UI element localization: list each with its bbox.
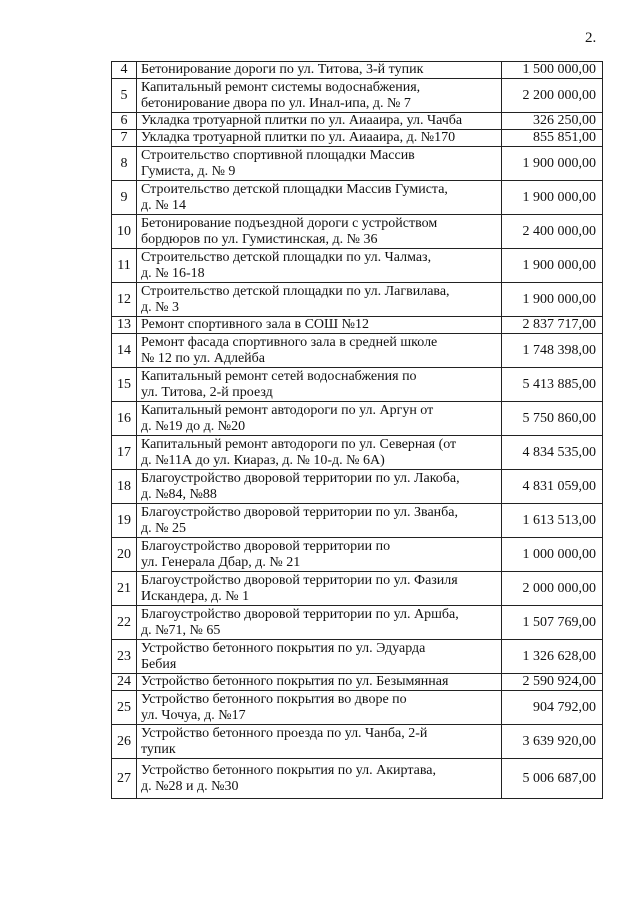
row-description — [137, 130, 502, 147]
row-description-text: Ремонт фасада спортивного зала в средней школе № 12 по ул. Адлейба — [141, 334, 438, 366]
row-amount: 3 639 920,00 — [502, 725, 603, 759]
row-number: 9 — [112, 181, 137, 215]
row-description — [137, 368, 502, 402]
row-description — [137, 215, 502, 249]
table-row — [112, 62, 603, 79]
row-amount: 2 837 717,00 — [502, 317, 603, 334]
row-description — [137, 334, 502, 368]
row-number: 8 — [112, 147, 137, 181]
row-description — [137, 470, 502, 504]
row-amount: 1 900 000,00 — [502, 249, 603, 283]
row-amount: 1 507 769,00 — [502, 606, 603, 640]
row-number: 25 — [112, 691, 137, 725]
table-row — [112, 725, 603, 759]
row-amount: 1 900 000,00 — [502, 181, 603, 215]
row-amount: 1 613 513,00 — [502, 504, 603, 538]
row-description — [137, 436, 502, 470]
row-amount: 2 200 000,00 — [502, 79, 603, 113]
row-description — [137, 759, 502, 799]
row-description-text: Бетонирование дороги по ул. Титова, 3-й тупик — [141, 62, 424, 77]
table-row — [112, 368, 603, 402]
row-description-text: Строительство спортивной площадки Массив Гумиста, д. № 9 — [141, 147, 415, 179]
row-amount: 1 900 000,00 — [502, 147, 603, 181]
row-number: 24 — [112, 674, 137, 691]
table-row — [112, 640, 603, 674]
row-amount: 1 326 628,00 — [502, 640, 603, 674]
table-row — [112, 759, 603, 799]
row-description — [137, 691, 502, 725]
row-number: 11 — [112, 249, 137, 283]
row-description — [137, 113, 502, 130]
row-description — [137, 147, 502, 181]
table-row — [112, 130, 603, 147]
row-description-text: Капитальный ремонт сетей водоснабжения по ул. Титова, 2-й проезд — [141, 368, 417, 400]
table-row — [112, 691, 603, 725]
row-amount: 1 500 000,00 — [502, 62, 603, 79]
row-amount: 2 400 000,00 — [502, 215, 603, 249]
row-description-text: Укладка тротуарной плитки по ул. Аиааира, ул. Чачба — [141, 113, 463, 128]
row-description-text: Капитальный ремонт автодороги по ул. Аргун от д. №19 до д. №20 — [141, 402, 434, 434]
row-number: 5 — [112, 79, 137, 113]
row-amount: 4 834 535,00 — [502, 436, 603, 470]
row-description-text: Благоустройство дворовой территории по ул. Лакоба, д. №84, №88 — [141, 470, 460, 502]
row-description — [137, 249, 502, 283]
row-number: 23 — [112, 640, 137, 674]
row-description-text: Бетонирование подъездной дороги с устройством бордюров по ул. Гумистинская, д. № 36 — [141, 215, 438, 247]
row-description-text: Устройство бетонного покрытия по ул. Безымянная — [141, 674, 449, 689]
row-number: 17 — [112, 436, 137, 470]
row-description — [137, 283, 502, 317]
table-row — [112, 283, 603, 317]
row-description-text: Благоустройство дворовой территории по ул. Аршба, д. №71, № 65 — [141, 606, 459, 638]
row-description-text: Устройство бетонного покрытия по ул. Эдуарда Бебия — [141, 640, 426, 672]
row-description — [137, 62, 502, 79]
row-description-text: Благоустройство дворовой территории по ул. Званба, д. № 25 — [141, 504, 458, 536]
row-amount: 904 792,00 — [502, 691, 603, 725]
table-row — [112, 334, 603, 368]
row-number: 21 — [112, 572, 137, 606]
row-amount: 1 900 000,00 — [502, 283, 603, 317]
row-description-text: Капитальный ремонт автодороги по ул. Северная (от д. №11А до ул. Киараз, д. № 10-д. № 6А) — [141, 436, 457, 468]
row-number: 22 — [112, 606, 137, 640]
row-description — [137, 606, 502, 640]
row-amount: 1 000 000,00 — [502, 538, 603, 572]
table-row — [112, 402, 603, 436]
table-row — [112, 317, 603, 334]
table-row — [112, 504, 603, 538]
row-description-text: Благоустройство дворовой территории по ул. Фазиля Искандера, д. № 1 — [141, 572, 458, 604]
table-row — [112, 249, 603, 283]
row-number: 27 — [112, 759, 137, 799]
row-number: 19 — [112, 504, 137, 538]
table-row — [112, 674, 603, 691]
row-amount: 4 831 059,00 — [502, 470, 603, 504]
row-number: 15 — [112, 368, 137, 402]
row-number: 12 — [112, 283, 137, 317]
row-amount: 1 748 398,00 — [502, 334, 603, 368]
row-number: 13 — [112, 317, 137, 334]
row-description — [137, 79, 502, 113]
table-row — [112, 147, 603, 181]
row-description — [137, 538, 502, 572]
row-description — [137, 317, 502, 334]
row-number: 14 — [112, 334, 137, 368]
row-description-text: Ремонт спортивного зала в СОШ №12 — [141, 317, 370, 332]
row-number: 7 — [112, 130, 137, 147]
row-amount: 5 750 860,00 — [502, 402, 603, 436]
table-row — [112, 606, 603, 640]
row-number: 16 — [112, 402, 137, 436]
table-row — [112, 181, 603, 215]
row-description — [137, 402, 502, 436]
row-number: 18 — [112, 470, 137, 504]
table-row — [112, 538, 603, 572]
table-row — [112, 215, 603, 249]
row-amount: 5 006 687,00 — [502, 759, 603, 799]
row-description-text: Строительство детской площадки Массив Гумиста, д. № 14 — [141, 181, 448, 213]
row-description-text: Благоустройство дворовой территории по ул. Генерала Дбар, д. № 21 — [141, 538, 391, 570]
row-description-text: Укладка тротуарной плитки по ул. Аиааира, д. №170 — [141, 130, 456, 145]
row-number: 26 — [112, 725, 137, 759]
row-description-text: Устройство бетонного покрытия во дворе по ул. Чочуа, д. №17 — [141, 691, 407, 723]
row-description-text: Устройство бетонного проезда по ул. Чанба, 2-й тупик — [141, 725, 428, 757]
row-amount: 2 590 924,00 — [502, 674, 603, 691]
row-description — [137, 674, 502, 691]
row-amount: 855 851,00 — [502, 130, 603, 147]
row-description — [137, 640, 502, 674]
works-table-body — [112, 62, 603, 799]
row-amount: 2 000 000,00 — [502, 572, 603, 606]
page-number: 2. — [585, 30, 597, 46]
row-description — [137, 725, 502, 759]
row-amount: 5 413 885,00 — [502, 368, 603, 402]
table-row — [112, 572, 603, 606]
row-number: 20 — [112, 538, 137, 572]
row-number: 4 — [112, 62, 137, 79]
row-number: 10 — [112, 215, 137, 249]
table-row — [112, 470, 603, 504]
row-description-text: Строительство детской площадки по ул. Чалмаз, д. № 16-18 — [141, 249, 432, 281]
row-description-text: Устройство бетонного покрытия по ул. Акиртава, д. №28 и д. №30 — [141, 762, 437, 794]
row-description — [137, 504, 502, 538]
works-table — [111, 61, 603, 799]
row-amount: 326 250,00 — [502, 113, 603, 130]
table-row — [112, 436, 603, 470]
table-row — [112, 113, 603, 130]
row-description-text: Строительство детской площадки по ул. Лагвилава, д. № 3 — [141, 283, 450, 315]
row-description — [137, 181, 502, 215]
row-description — [137, 572, 502, 606]
table-row — [112, 79, 603, 113]
row-description-text: Капитальный ремонт системы водоснабжения, бетонирование двора по ул. Инал-ипа, д. № 7 — [141, 79, 421, 111]
row-number: 6 — [112, 113, 137, 130]
